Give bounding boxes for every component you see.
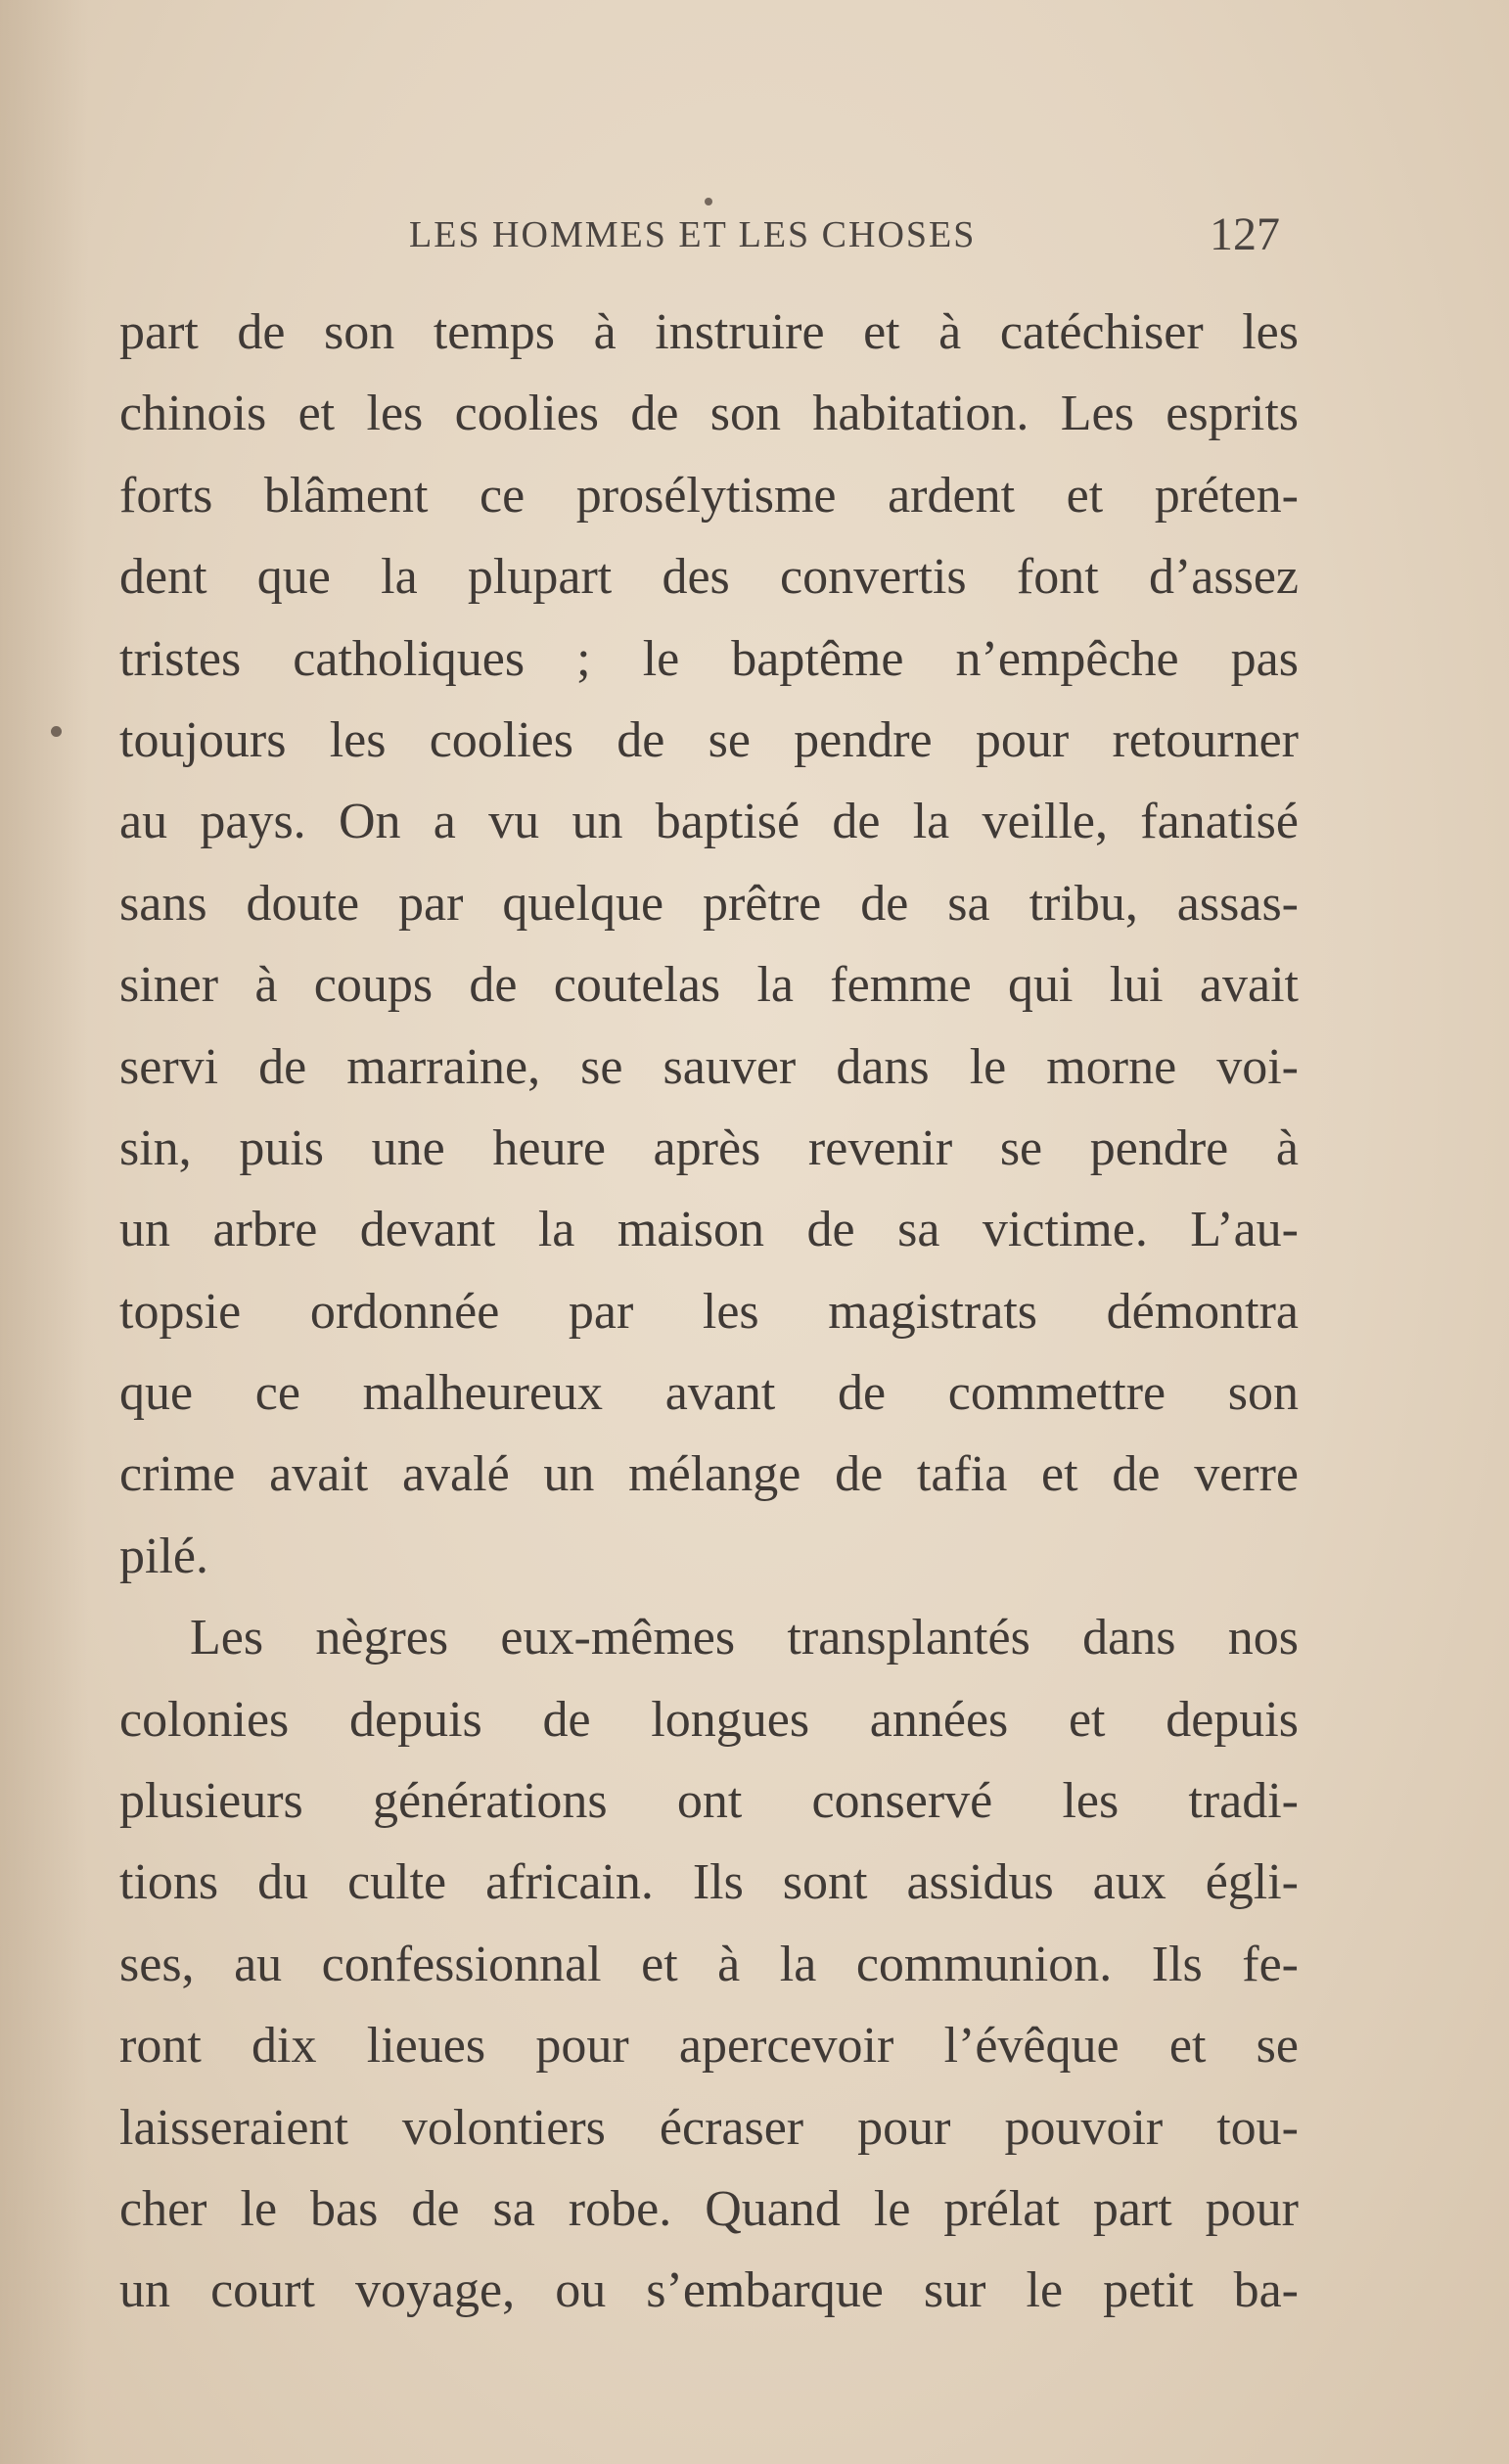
text-line: sans doute par quelque prêtre de sa tribu, assas- (119, 875, 1299, 932)
text-line: siner à coups de coutelas la femme qui lui avait (119, 957, 1299, 1014)
text-line: que ce malheureux avant de commettre son (119, 1365, 1299, 1422)
text-line: crime avait avalé un mélange de tafia et de verre (119, 1446, 1299, 1503)
text-line: un arbre devant la maison de sa victime. L’au- (119, 1202, 1299, 1258)
ink-speck (51, 726, 62, 737)
body-text (119, 292, 1299, 2332)
ink-speck (705, 198, 712, 205)
text-line: pilé. (119, 1528, 208, 1584)
text-line: un court voyage, ou s’embarque sur le petit ba- (119, 2262, 1299, 2319)
page-number: 127 (1210, 208, 1280, 260)
text-line: tristes catholiques ; le baptême n’empêche pas (119, 630, 1299, 687)
text-line: au pays. On a vu un baptisé de la veille, fanatisé (119, 794, 1299, 850)
running-head (0, 208, 1509, 272)
text-line: toujours les coolies de se pendre pour retourner (119, 711, 1299, 768)
text-line: dent que la plupart des convertis font d’assez (119, 549, 1299, 606)
paragraph-1 (119, 292, 1299, 1597)
text-line: Les nègres eux-mêmes transplantés dans nos (190, 1610, 1299, 1666)
text-line: plusieurs générations ont conservé les tradi- (119, 1773, 1299, 1830)
text-line: part de son temps à instruire et à catéchiser les (119, 304, 1299, 360)
text-line: forts blâment ce prosélytisme ardent et préten- (119, 467, 1299, 524)
text-line: colonies depuis de longues années et depuis (119, 1691, 1299, 1748)
text-line: ses, au confessionnal et à la communion. Ils fe- (119, 1936, 1299, 1992)
paragraph-2 (119, 1597, 1299, 2332)
text-line: tions du culte africain. Ils sont assidus aux égli- (119, 1854, 1299, 1911)
text-line: servi de marraine, se sauver dans le morne voi- (119, 1038, 1299, 1095)
running-title: LES HOMMES ET LES CHOSES (409, 214, 977, 255)
text-line: cher le bas de sa robe. Quand le prélat part pour (119, 2180, 1299, 2237)
text-line: sin, puis une heure après revenir se pendre à (119, 1119, 1299, 1176)
text-line: topsie ordonnée par les magistrats démontra (119, 1283, 1299, 1340)
text-line: chinois et les coolies de son habitation. Les esprits (119, 386, 1299, 442)
text-line: laisseraient volontiers écraser pour pouvoir tou- (119, 2099, 1299, 2156)
text-line: ront dix lieues pour apercevoir l’évêque et se (119, 2018, 1299, 2075)
